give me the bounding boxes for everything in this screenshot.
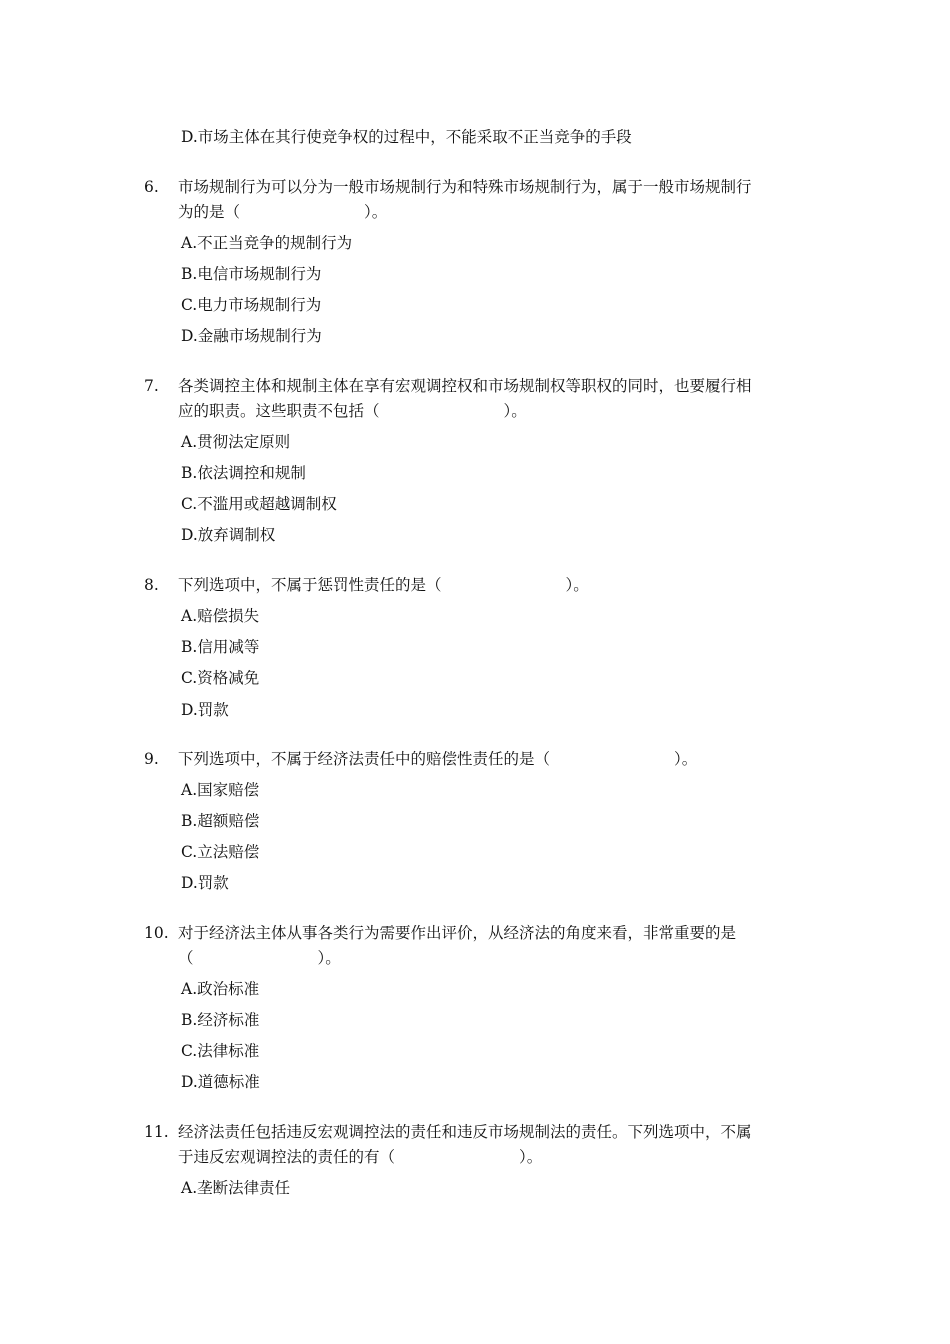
option-c: C.法律标准	[181, 1042, 260, 1060]
question-number: 6.	[144, 178, 159, 196]
option-d: D.道德标准	[181, 1073, 260, 1091]
option-a: A.贯彻法定原则	[181, 433, 291, 451]
option-a: A.不正当竞争的规制行为	[181, 234, 353, 252]
option-b: B.依法调控和规制	[181, 464, 306, 482]
option-c: C.立法赔偿	[181, 843, 260, 861]
option-c: C.资格减免	[181, 669, 260, 687]
question-text-line1: 经济法责任包括违反宏观调控法的责任和违反市场规制法的责任。下列选项中，不属	[178, 1123, 752, 1141]
question-number: 11.	[144, 1123, 169, 1141]
question-number: 7.	[144, 377, 159, 395]
option-c: C.电力市场规制行为	[181, 296, 322, 314]
question-text-line2: 应的职责。这些职责不包括（ ）。	[178, 402, 527, 420]
question-text-line1: 下列选项中，不属于经济法责任中的赔偿性责任的是（ ）。	[178, 750, 698, 768]
option-d: D.放弃调制权	[181, 526, 276, 544]
question-text-line2: 于违反宏观调控法的责任的有（ ）。	[178, 1148, 543, 1166]
option-c: C.不滥用或超越调制权	[181, 495, 337, 513]
option-b: B.超额赔偿	[181, 812, 260, 830]
question-text-line1: 对于经济法主体从事各类行为需要作出评价，从经济法的角度来看，非常重要的是	[178, 924, 737, 942]
question-text-line2: 为的是（ ）。	[178, 203, 388, 221]
option-a: A.赔偿损失	[181, 607, 260, 625]
question-text-line1: 各类调控主体和规制主体在享有宏观调控权和市场规制权等职权的同时，也要履行相	[178, 377, 752, 395]
option-d: D.罚款	[181, 701, 229, 719]
option-a: A.政治标准	[181, 980, 260, 998]
option-a: A.国家赔偿	[181, 781, 260, 799]
option-d: D.金融市场规制行为	[181, 327, 322, 345]
option-b: B.经济标准	[181, 1011, 260, 1029]
option-a: A.垄断法律责任	[181, 1179, 291, 1197]
question-text-line2: （ ）。	[178, 949, 341, 967]
question-text-line1: 下列选项中，不属于惩罚性责任的是（ ）。	[178, 576, 589, 594]
option-b: B.信用减等	[181, 638, 260, 656]
question-number: 8.	[144, 576, 159, 594]
question-number: 10.	[144, 924, 169, 942]
question-number: 9.	[144, 750, 159, 768]
question-text-line1: 市场规制行为可以分为一般市场规制行为和特殊市场规制行为，属于一般市场规制行	[178, 178, 752, 196]
option-b: B.电信市场规制行为	[181, 265, 322, 283]
carryover-option-d: D.市场主体在其行使竞争权的过程中，不能采取不正当竞争的手段	[181, 128, 632, 146]
option-d: D.罚款	[181, 874, 229, 892]
